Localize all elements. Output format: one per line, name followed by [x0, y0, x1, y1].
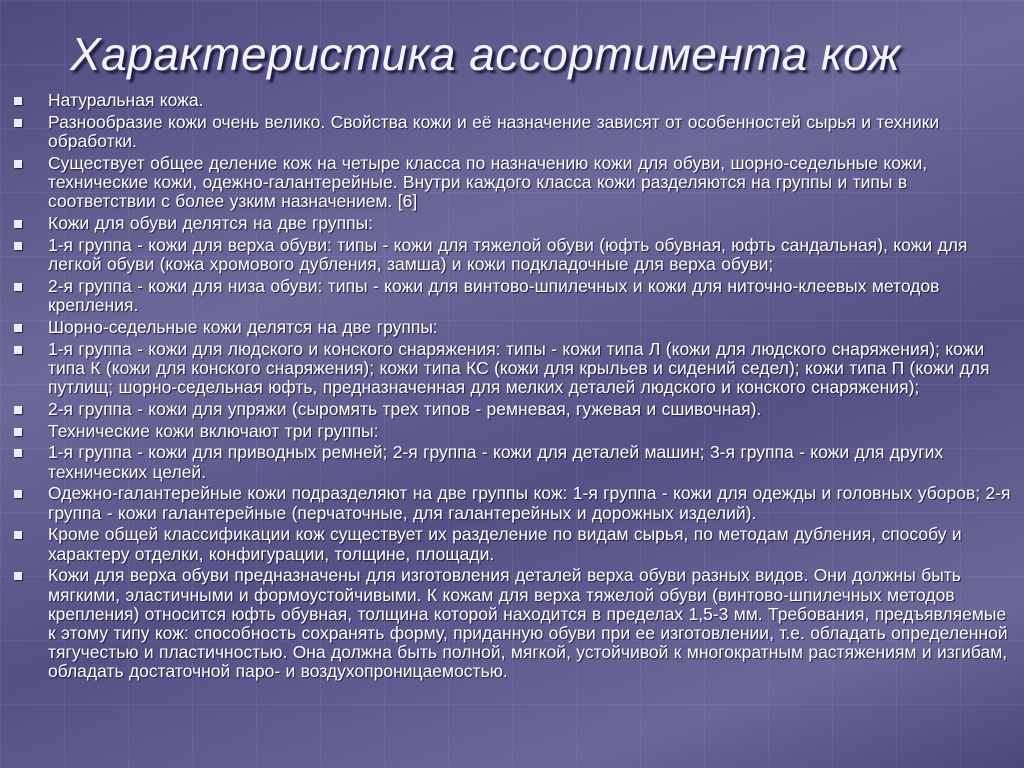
list-item-text: Существует общее деление кож на четыре класса по назначению кожи для обуви, шорно-седельные кожи, технические кожи, одежно-галантерейные. Внутри каждого класса кожи разделяются на группы и типы в соответствии с более узким назначением. [6] [48, 152, 928, 212]
list-item-text: 1-я группа - кожи для людского и конского снаряжения: типы - кожи типа Л (кожи для людского снаряжения); кожи типа К (кожи для конского снаряжения); кожи типа КС (кожи для крыльев и сидений седел); кожи типа П (кожи для путлищ; шорно-седельная юфть, предназначенная для мелких деталей людского и конского снаряжения); [48, 338, 990, 397]
list-item-text: Разнообразие кожи очень велико. Свойства кожи и её назначение зависят от особенностей сырья и техники обработки. [48, 111, 940, 151]
square-bullet-icon [14, 346, 22, 354]
list-item [14, 91, 1014, 110]
list-item [14, 214, 1014, 233]
square-bullet-icon [14, 428, 22, 436]
list-item-text: Кроме общей классификации кож существует их разделение по видам сырья, по методам дубления, способу и характеру отделки, конфигурации, толщине, площади. [48, 524, 962, 564]
square-bullet-icon [14, 220, 22, 228]
list-item [14, 340, 1014, 398]
square-bullet-icon [14, 449, 22, 457]
list-item [14, 277, 1014, 315]
list-item [14, 113, 1014, 151]
slide-title: Характеристика ассортимента кож [70, 28, 901, 80]
list-item-text: Натуральная кожа. [48, 90, 204, 110]
square-bullet-icon [14, 119, 22, 127]
square-bullet-icon [14, 242, 22, 250]
list-item [14, 566, 1014, 681]
list-item-text: Технические кожи включают три группы: [48, 420, 379, 441]
list-item-text: Шорно-седельные кожи делятся на две группы: [48, 316, 438, 337]
square-bullet-icon [14, 97, 22, 105]
list-item [14, 525, 1014, 563]
list-item [14, 236, 1014, 274]
list-item-text: 2-я группа - кожи для упряжи (сыромять трех типов - ремневая, гужевая и сшивочная). [48, 398, 762, 419]
list-item [14, 443, 1014, 481]
square-bullet-icon [14, 406, 22, 414]
list-item [14, 400, 1014, 419]
square-bullet-icon [14, 160, 22, 168]
list-item-text: Одежно-галантерейные кожи подразделяют на две группы кож: 1-я группа - кожи для одежды и головных уборов; 2-я группа - кожи галантерейные (перчаточные, для галантерейных и дорожных изделий). [48, 483, 1011, 523]
list-item [14, 318, 1014, 337]
list-item [14, 484, 1014, 522]
list-item [14, 154, 1014, 212]
square-bullet-icon [14, 324, 22, 332]
list-item-text: 2-я группа - кожи для низа обуви: типы - кожи для винтово-шпилечных и кожи для ниточно-клеевых методов крепления. [48, 275, 940, 315]
list-item-text: Кожи для верха обуви предназначены для изготовления деталей верха обуви разных видов. Они должны быть мягкими, эластичными и формоустойчивыми. К кожам для верха тяжелой обуви (винтово-шпилечных методов крепления) относится юфть обувная, толщина которой находится в пределах 1,5-3 мм. Требования, предъявляемые к этому типу кож: способность сохранять форму, приданную обуви при ее изготовлении, т.е. обладать определенной тягучестью и пластичностью. Она должна быть полной, мягкой, устойчивой к многократным растяжениям и изгибам, обладать достаточной паро- и воздухопроницаемостью. [48, 565, 1008, 682]
square-bullet-icon [14, 531, 22, 539]
list-item-text: 1-я группа - кожи для приводных ремней; 2-я группа - кожи для деталей машин; 3-я группа - кожи для других технических целей. [48, 442, 944, 482]
square-bullet-icon [14, 490, 22, 498]
bullet-list [14, 91, 1014, 684]
square-bullet-icon [14, 572, 22, 580]
square-bullet-icon [14, 283, 22, 291]
list-item [14, 422, 1014, 441]
list-item-text: Кожи для обуви делятся на две группы: [48, 213, 374, 233]
list-item-text: 1-я группа - кожи для верха обуви: типы - кожи для тяжелой обуви (юфть обувная, юфть сандальная), кожи для легкой обуви (кожа хромового дубления, замша) и кожи подкладочные для верха обуви; [48, 234, 968, 274]
